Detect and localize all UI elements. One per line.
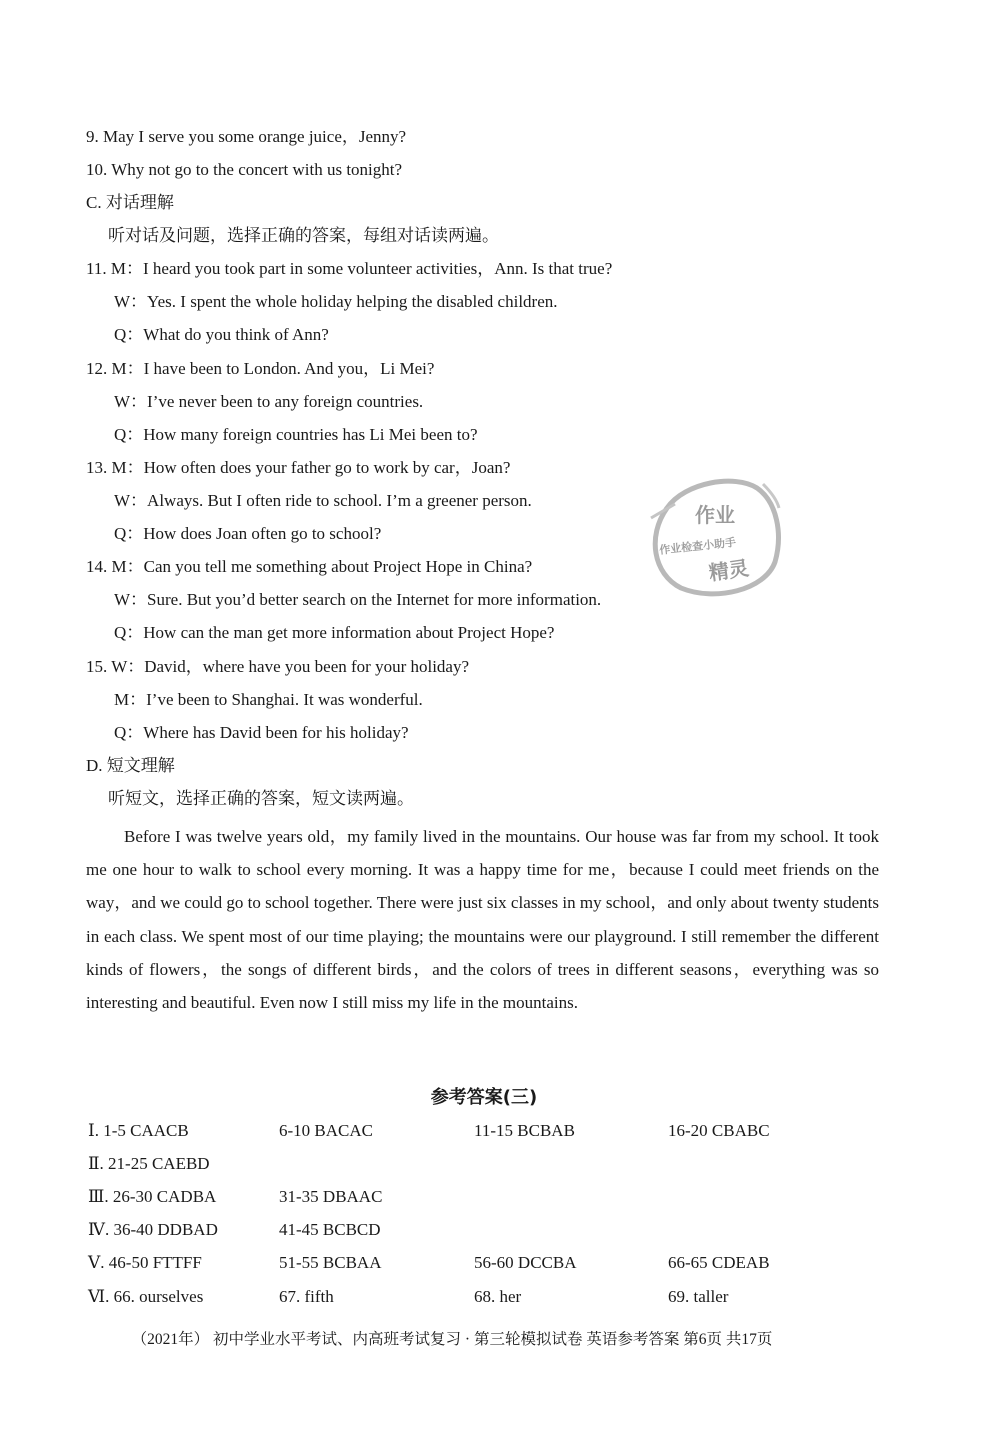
answer-row-2 [86,1153,886,1175]
page-footer: （2021年） 初中学业水平考试、内高班考试复习 · 第三轮模拟试卷 英语参考答案 第6页 共17页 [131,1331,773,1348]
answer-row-4 [86,1219,886,1241]
section-c-title: C. 对话理解 [86,193,174,212]
answer-cell: 16-20 CBABC [668,1121,770,1140]
answer-cell: 11-15 BCBAB [474,1121,575,1140]
answer-cell: 66-65 CDEAB [668,1253,770,1272]
answer-cell: 6-10 BACAC [279,1121,373,1140]
answer-cell: Ⅳ. 36-40 DDBAD [88,1220,218,1239]
dialogue-13-q: Q：How does Joan often go to school? [114,524,382,543]
section-d-title: D. 短文理解 [86,756,175,775]
dialogue-14-w: W：Sure. But you’d better search on the Internet for more information. [114,590,602,609]
answer-cell: 69. taller [668,1287,729,1306]
dialogue-15-w: 15. W：David，where have you been for your holiday? [86,657,470,676]
dialogue-12-m: 12. M：I have been to London. And you，Li Mei? [86,359,435,378]
dialogue-11-q: Q：What do you think of Ann? [114,325,329,344]
dialogue-11-m: 11. M：I heard you took part in some volunteer activities，Ann. Is that true? [86,259,613,278]
answer-cell: 31-35 DBAAC [279,1187,383,1206]
listening-item-9: 9. May I serve you some orange juice，Jenny? [86,127,407,146]
watermark-middle-text: 作业检查小助手 [658,535,737,557]
answer-cell: 68. her [474,1287,522,1306]
dialogue-14-q: Q：How can the man get more information about Project Hope? [114,623,555,642]
answer-cell: 67. fifth [279,1287,334,1306]
passage-paragraph: Before I was twelve years old，my family lived in the mountains. Our house was far from my school. It took me one hour to walk to school every morning. It was a happy time for me，because I could meet friends on the way，and we could go to school together. There were just six classes in my school，and only about twenty students in each class. We spent most of our time playing; the mountains were our playground. I still remember the different kinds of flowers，the songs of different birds，and the colors of trees in different seasons，everything was so interesting and beautiful. Even now I still miss my life in the mountains. [86,827,879,1013]
answer-row-6 [86,1286,886,1308]
watermark-top-text: 作业 [695,503,735,527]
dialogue-12-w: W：I’ve never been to any foreign countries. [114,392,424,411]
dialogue-13-m: 13. M：How often does your father go to work by car，Joan? [86,458,511,477]
dialogue-14-m: 14. M：Can you tell me something about Project Hope in China? [86,557,533,576]
answer-row-5 [86,1252,886,1274]
answer-cell: 51-55 BCBAA [279,1253,382,1272]
answer-row-1 [86,1120,886,1142]
dialogue-11-w: W：Yes. I spent the whole holiday helping the disabled children. [114,292,558,311]
answer-cell: 56-60 DCCBA [474,1253,577,1272]
dialogue-15-m: M：I’ve been to Shanghai. It was wonderful. [114,690,423,709]
dialogue-13-w: W：Always. But I often ride to school. I’m a greener person. [114,491,532,510]
section-c-instruction: 听对话及问题，选择正确的答案，每组对话读两遍。 [108,226,499,245]
section-d-instruction: 听短文，选择正确的答案，短文读两遍。 [108,789,414,808]
answer-cell: Ⅰ. 1-5 CAACB [88,1121,189,1140]
dialogue-15-q: Q：Where has David been for his holiday? [114,723,409,742]
answer-cell: 41-45 BCBCD [279,1220,381,1239]
answer-row-3 [86,1186,886,1208]
answer-cell: Ⅴ. 46-50 FTTFF [88,1253,202,1272]
answer-cell: Ⅱ. 21-25 CAEBD [88,1154,210,1173]
dialogue-12-q: Q：How many foreign countries has Li Mei been to? [114,425,478,444]
watermark-stamp-icon [645,474,785,602]
answer-cell: Ⅲ. 26-30 CADBA [88,1187,217,1206]
watermark-bottom-text: 精灵 [707,555,751,586]
answer-cell: Ⅵ. 66. ourselves [88,1287,204,1306]
answer-key-title: 参考答案(三) [430,1087,538,1108]
listening-item-10: 10. Why not go to the concert with us tonight? [86,160,403,179]
